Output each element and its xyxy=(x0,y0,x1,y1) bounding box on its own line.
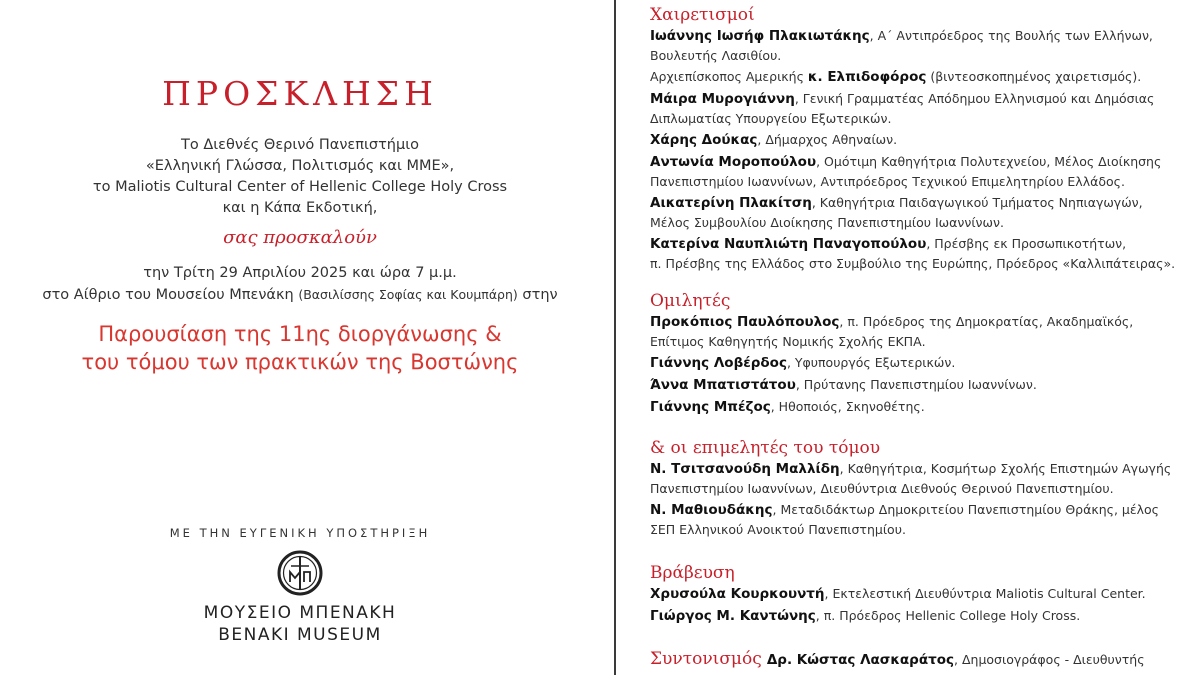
person-role-continued: Επίτιμος Καθηγητής Νομικής Σχολής ΕΚΠΑ. xyxy=(650,334,926,349)
person-name: Μάιρα Μυρογιάννη xyxy=(650,91,795,107)
host-line: Το Διεθνές Θερινό Πανεπιστήμιο xyxy=(180,137,420,153)
host-line: το Maliotis Cultural Center of Hellenic College Holy Cross xyxy=(92,179,508,195)
person-name: Γιώργος Μ. Καντώνης xyxy=(650,608,816,624)
awards-list xyxy=(650,584,1146,626)
person-name: Ν. Μαθιουδάκης xyxy=(650,502,773,518)
host-line: και η Κάπα Εκδοτική, xyxy=(222,200,378,216)
person-name: κ. Ελπιδοφόρος xyxy=(807,69,927,85)
person-entry xyxy=(650,312,1133,351)
date-venue-block xyxy=(0,263,600,306)
greetings-section xyxy=(650,4,1175,275)
person-entry xyxy=(650,375,1133,395)
person-name: Κατερίνα Ναυπλιώτη Παναγοπούλου xyxy=(650,236,927,252)
person-role: , Ηθοποιός, Σκηνοθέτης. xyxy=(770,399,925,414)
speakers-section xyxy=(650,290,1133,419)
editors-list xyxy=(650,459,1171,539)
coordination-section xyxy=(650,648,1145,670)
person-role-continued: ΣΕΠ Ελληνικού Ανοικτού Πανεπιστημίου. xyxy=(650,522,906,537)
museum-name xyxy=(0,602,600,646)
person-entry xyxy=(650,606,1146,626)
support-caption: ΜΕ ΤΗΝ ΕΥΓΕΝΙΚΗ ΥΠΟΣΤΗΡΙΞΗ xyxy=(169,526,431,540)
person-entry xyxy=(650,89,1175,128)
venue-tail: στην xyxy=(522,287,558,303)
person-role: , Γενική Γραμματέας Απόδημου Ελληνισμού και Δημόσιας xyxy=(794,91,1155,106)
person-role: , Ομότιμη Καθηγήτρια Πολυτεχνείου, Μέλος Διοίκησης xyxy=(816,154,1162,169)
person-name: Ν. Τσιτσανούδη Μαλλίδη xyxy=(650,461,840,477)
person-role: , π. Πρόεδρος Hellenic College Holy Cross. xyxy=(815,608,1081,623)
person-entry xyxy=(650,397,1133,417)
venue-address: (Βασιλίσσης Σοφίας και Κουμπάρη) xyxy=(298,287,518,302)
person-role: , π. Πρόεδρος της Δημοκρατίας, Ακαδημαϊκός, xyxy=(839,314,1134,329)
person-role-continued: Πανεπιστημίου Ιωαννίνων, Διευθύντρια Διεθνούς Θερινού Πανεπιστημίου. xyxy=(650,481,1114,496)
person-title: Αρχιεπίσκοπος Αμερικής xyxy=(650,69,808,84)
person-role-continued: Πανεπιστημίου Ιωαννίνων, Αντιπρόεδρος Τεχνικού Επιμελητηρίου Ελλάδος. xyxy=(650,174,1125,189)
person-name: Χρυσούλα Κουρκουντή xyxy=(650,586,825,602)
person-name: Γιάννης Λοβέρδος xyxy=(650,355,787,371)
greetings-list xyxy=(650,26,1175,273)
person-entry xyxy=(650,234,1175,273)
venue-line xyxy=(0,284,600,306)
person-role: , Καθηγήτρια, Κοσμήτωρ Σχολής Επιστημών Αγωγής xyxy=(839,461,1172,476)
person-entry xyxy=(650,152,1175,191)
person-role: , Εκτελεστική Διευθύντρια Maliotis Cultural Center. xyxy=(824,586,1146,601)
vertical-divider xyxy=(614,0,616,675)
event-title xyxy=(0,320,600,376)
person-entry xyxy=(650,67,1175,87)
person-role-continued: π. Πρέσβης της Ελλάδος στο Συμβούλιο της Ευρώπης, Πρόεδρος «Καλλιπάτειρας». xyxy=(650,256,1176,271)
person-entry xyxy=(650,500,1171,539)
person-role-continued: Βουλευτής Λασιθίου. xyxy=(650,48,782,63)
person-role: , Καθηγήτρια Παιδαγωγικού Τμήματος Νηπιαγωγών, xyxy=(811,195,1143,210)
museum-name-english: BENAKI MUSEUM xyxy=(218,625,382,645)
person-entry xyxy=(650,584,1146,604)
program-panel xyxy=(650,0,1190,675)
person-entry xyxy=(650,130,1175,150)
person-entry xyxy=(650,459,1171,498)
awards-section xyxy=(650,562,1146,628)
venue-name: στο Αίθριο του Μουσείου Μπενάκη xyxy=(42,287,294,303)
invite-phrase: σας προσκαλούν xyxy=(223,227,377,248)
hosts-block xyxy=(0,135,600,219)
section-heading: Ομιλητές xyxy=(650,291,731,311)
speakers-list xyxy=(650,312,1133,417)
person-role-continued: Μέλος Συμβουλίου Διοίκησης Πανεπιστημίου Ιωαννίνων. xyxy=(650,215,1004,230)
person-role: , Μεταδιδάκτωρ Δημοκριτείου Πανεπιστημίου Θράκης, μέλος xyxy=(772,502,1159,517)
person-role: , Δήμαρχος Αθηναίων. xyxy=(757,132,898,147)
benaki-museum-logo xyxy=(277,550,323,596)
section-heading: Χαιρετισμοί xyxy=(650,5,755,25)
section-heading: Συντονισμός xyxy=(650,649,762,669)
person-role: , Α΄ Αντιπρόεδρος της Βουλής των Ελλήνων, xyxy=(869,28,1153,43)
person-role: , Υφυπουργός Εξωτερικών. xyxy=(786,355,956,370)
person-entry xyxy=(650,26,1175,65)
section-heading: & οι επιμελητές του τόμου xyxy=(650,438,881,458)
person-entry xyxy=(650,193,1175,232)
person-name: Άννα Μπατιστάτου xyxy=(650,377,796,393)
editors-section xyxy=(650,437,1171,541)
person-entry xyxy=(650,353,1133,373)
event-title-line: του τόμου των πρακτικών της Βοστώνης xyxy=(81,350,519,374)
person-name: Προκόπιος Παυλόπουλος xyxy=(650,314,840,330)
invitation-title: ΠΡΟΣΚΛΗΣΗ xyxy=(162,74,438,113)
person-name: Αικατερίνη Πλακίτση xyxy=(650,195,812,211)
person-role: , Πρέσβης εκ Προσωπικοτήτων, xyxy=(926,236,1127,251)
person-role: , Δημοσιογράφος - Διευθυντής xyxy=(954,652,1145,667)
person-role: , Πρύτανης Πανεπιστημίου Ιωαννίνων. xyxy=(795,377,1037,392)
person-name: Χάρης Δούκας xyxy=(650,132,758,148)
person-name: Ιωάννης Ιωσήφ Πλακιωτάκης xyxy=(650,28,870,44)
event-title-line: Παρουσίαση της 11ης διοργάνωσης & xyxy=(98,322,502,346)
person-name: Δρ. Κώστας Λασκαράτος xyxy=(766,652,955,668)
person-name: Αντωνία Μοροπούλου xyxy=(650,154,817,170)
person-role: (βιντεοσκοπημένος χαιρετισμός). xyxy=(926,69,1142,84)
section-heading: Βράβευση xyxy=(650,563,735,583)
date-line: την Τρίτη 29 Απριλίου 2025 και ώρα 7 μ.μ. xyxy=(143,265,457,281)
person-name: Γιάννης Μπέζος xyxy=(650,399,771,415)
host-line: «Ελληνική Γλώσσα, Πολιτισμός και ΜΜΕ», xyxy=(145,158,455,174)
museum-name-greek: ΜΟΥΣΕΙΟ ΜΠΕΝΑΚΗ xyxy=(203,603,397,623)
person-role-continued: Διπλωματίας Υπουργείου Εξωτερικών. xyxy=(650,111,892,126)
